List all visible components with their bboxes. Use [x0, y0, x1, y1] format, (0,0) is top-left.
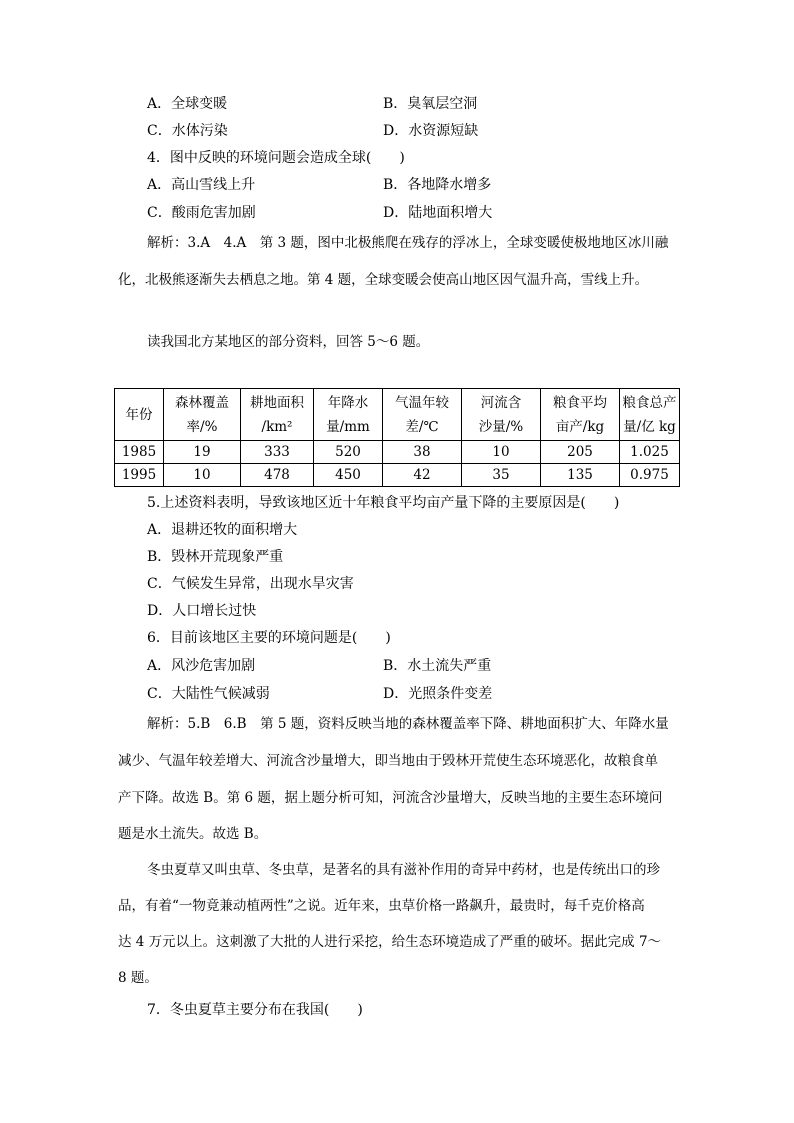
q4-option-d: D．陆地面积增大 — [383, 205, 493, 221]
analysis-34-line1: 解析：3.A 4.A 第 3 题，图中北极熊爬在残存的浮冰上，全球变暖使极地地区冰川融 — [147, 235, 669, 251]
passage-78-line3: 达 4 万元以上。这刺激了大批的人进行采挖，给生态环境造成了严重的破坏。据此完成 7～ — [118, 934, 662, 950]
table-cell: 333 — [241, 441, 314, 464]
table-cell: 478 — [241, 464, 314, 487]
header-forest: 森林覆盖 率/% — [164, 389, 241, 441]
q4-option-b: B．各地降水增多 — [383, 177, 492, 193]
passage-78-line1: 冬虫夏草又叫虫草、冬虫草，是著名的具有滋补作用的奇异中药材，也是传统出口的珍 — [147, 862, 660, 878]
q3-option-b: B．臭氧层空洞 — [383, 96, 478, 112]
table-cell: 35 — [462, 464, 541, 487]
q3-option-a: A．全球变暖 — [147, 96, 228, 112]
table-cell: 135 — [541, 464, 620, 487]
data-table — [114, 388, 680, 487]
passage-78-line2: 品，有着“一物竟兼动植两性”之说。近年来，虫草价格一路飙升，最贵时，每千克价格高 — [118, 898, 645, 914]
q6-option-a: A．风沙危害加剧 — [147, 658, 256, 674]
passage-78-line4: 8 题。 — [118, 970, 158, 986]
analysis-56-line4: 题是水土流失。故选 B。 — [118, 826, 268, 842]
table-cell: 10 — [462, 441, 541, 464]
q5-option-d: D．人口增长过快 — [147, 603, 257, 619]
table-cell: 10 — [164, 464, 241, 487]
q4-option-a: A．高山雪线上升 — [147, 177, 256, 193]
table-cell: 0.975 — [620, 464, 680, 487]
table-row — [115, 464, 680, 487]
table-cell: 1995 — [115, 464, 164, 487]
q4-stem: 4．图中反映的环境问题会造成全球( ) — [147, 150, 405, 166]
table-cell: 520 — [314, 441, 383, 464]
analysis-56-line2: 减少、气温年较差增大、河流含沙量增大，即当地由于毁林开荒使生态环境恶化，故粮食单 — [118, 753, 658, 769]
table-cell: 42 — [383, 464, 462, 487]
analysis-34-line2: 化，北极熊逐渐失去栖息之地。第 4 题，全球变暖会使高山地区因气温升高，雪线上升。 — [118, 272, 649, 288]
table-row — [115, 441, 680, 464]
table-cell: 38 — [383, 441, 462, 464]
table-cell: 1985 — [115, 441, 164, 464]
q4-option-c: C．酸雨危害加剧 — [147, 205, 256, 221]
q6-stem: 6．目前该地区主要的环境问题是( ) — [147, 630, 391, 646]
analysis-56-line3: 产下降。故选 B。第 6 题，据上题分析可知，河流含沙量增大，反映当地的主要生态环境问 — [118, 790, 663, 806]
table-header-row — [115, 389, 680, 441]
q7-stem: 7．冬虫夏草主要分布在我国( ) — [147, 1002, 363, 1018]
intro-56: 读我国北方某地区的部分资料，回答 5～6 题。 — [147, 334, 430, 350]
header-grain-total: 粮食总产 量/亿 kg — [620, 389, 680, 441]
header-year: 年份 — [115, 389, 164, 441]
header-sediment: 河流含 沙量/% — [462, 389, 541, 441]
q6-option-d: D．光照条件变差 — [383, 686, 493, 702]
table-cell: 450 — [314, 464, 383, 487]
analysis-56-line1: 解析：5.B 6.B 第 5 题，资料反映当地的森林覆盖率下降、耕地面积扩大、年降水量 — [147, 716, 669, 732]
q5-option-a: A．退耕还牧的面积增大 — [147, 522, 298, 538]
header-precip: 年降水 量/mm — [314, 389, 383, 441]
header-grain-yield: 粮食平均 亩产/kg — [541, 389, 620, 441]
q5-stem: 5.上述资料表明，导致该地区近十年粮食平均亩产量下降的主要原因是( ) — [147, 495, 620, 511]
table-cell: 1.025 — [620, 441, 680, 464]
table-cell: 205 — [541, 441, 620, 464]
q6-option-b: B．水土流失严重 — [383, 658, 492, 674]
q5-option-c: C．气候发生异常，出现水旱灾害 — [147, 576, 354, 592]
header-temp-range: 气温年较 差/℃ — [383, 389, 462, 441]
q3-option-d: D．水资源短缺 — [383, 123, 479, 139]
q3-option-c: C．水体污染 — [147, 123, 228, 139]
q6-option-c: C．大陆性气候减弱 — [147, 686, 270, 702]
header-farmland: 耕地面积 /km² — [241, 389, 314, 441]
q5-option-b: B．毁林开荒现象严重 — [147, 549, 284, 565]
table-cell: 19 — [164, 441, 241, 464]
